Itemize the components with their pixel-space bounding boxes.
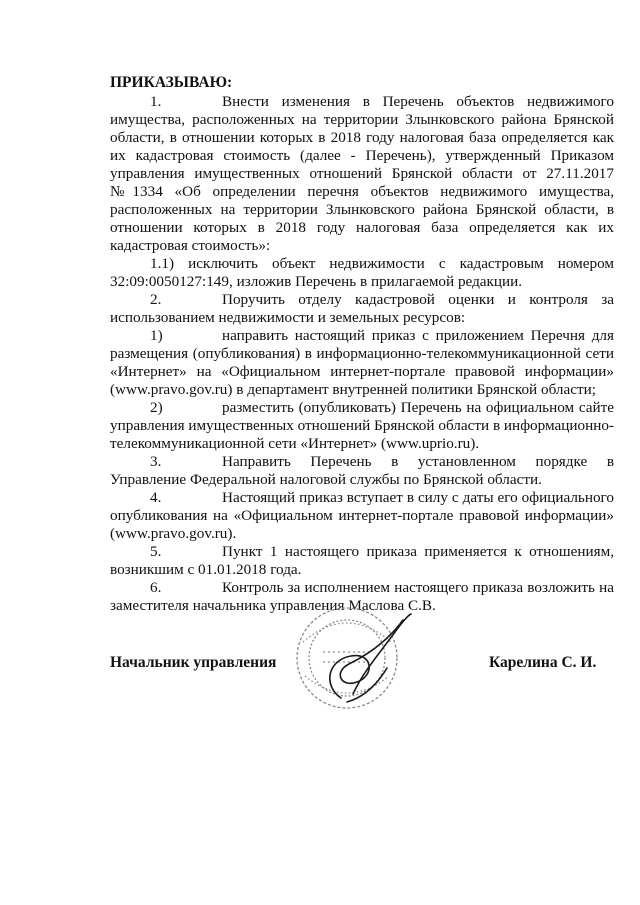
paragraph-1-1	[110, 255, 614, 291]
stamp-seal	[297, 608, 397, 708]
order-body	[110, 93, 614, 615]
paragraph-5	[110, 543, 614, 579]
paragraph-number: 1.	[150, 93, 162, 110]
paragraph-text: направить настоящий приказ с приложением Перечня для размещения (опубликования) в информационно-телекоммуникационной сети «Интернет» на «Официальном интернет-портале правовой информации» (www.pravo.gov.ru) в департамент внутренней политики Брянской области;	[110, 327, 614, 398]
paragraph-number: 6.	[150, 579, 162, 596]
paragraph-text: Поручить отделу кадастровой оценки и контроля за использованием недвижимости и земельных ресурсов:	[110, 291, 614, 326]
paragraph-number: 3.	[150, 453, 162, 470]
paragraph-text: Контроль за исполнением настоящего приказа возложить на заместителя начальника управления Маслова С.В.	[110, 579, 614, 614]
paragraph-number: 2)	[150, 399, 163, 416]
paragraph-text: 1.1) исключить объект недвижимости с кадастровым номером 32:09:0050127:149, изложив Перечень в прилагаемой редакции.	[110, 255, 614, 290]
paragraph-number: 4.	[150, 489, 162, 506]
official-stamp-signature	[283, 602, 423, 714]
paragraph-text: Внести изменения в Перечень объектов недвижимого имущества, расположенных на территории Злынковского района Брянской области, в отношении которых в 2018 году налоговая база определяется как их кадастровая стоимость (далее - Перечень), утвержденный Приказом управления имущественных отношений Брянской области от 27.11.2017 №1334 «Об определении перечня объектов недвижимого имущества, расположенных на территории Злынковского района Брянской области, в отношении которых в 2018 году налоговая база определяется как их кадастровая стоимость»:	[110, 93, 614, 254]
paragraph-3	[110, 453, 614, 489]
paragraph-4	[110, 489, 614, 543]
paragraph-2	[110, 291, 614, 327]
paragraph-text: разместить (опубликовать) Перечень на официальном сайте управления имущественных отношений Брянской области в информационно-телекоммуникационной сети «Интернет» (www.uprio.ru).	[110, 399, 614, 452]
paragraph-2-2	[110, 399, 614, 453]
paragraph-number: 1)	[150, 327, 163, 344]
signatory-name: Карелина С. И.	[489, 654, 597, 671]
paragraph-text: Пункт 1 настоящего приказа применяется к отношениям, возникшим с 01.01.2018 года.	[110, 543, 614, 578]
paragraph-number: 5.	[150, 543, 162, 560]
order-heading: ПРИКАЗЫВАЮ:	[110, 74, 233, 91]
paragraph-1	[110, 93, 614, 255]
paragraph-number: 2.	[150, 291, 162, 308]
paragraph-text: Направить Перечень в установленном порядке в Управление Федеральной налоговой службы по Брянской области.	[110, 453, 614, 488]
signatory-position: Начальник управления	[110, 654, 277, 671]
paragraph-text: Настоящий приказ вступает в силу с даты его официального опубликования на «Официальном интернет-портале правовой информации» (www.pravo.gov.ru).	[110, 489, 614, 542]
paragraph-2-1	[110, 327, 614, 399]
handwritten-signature	[330, 614, 411, 702]
